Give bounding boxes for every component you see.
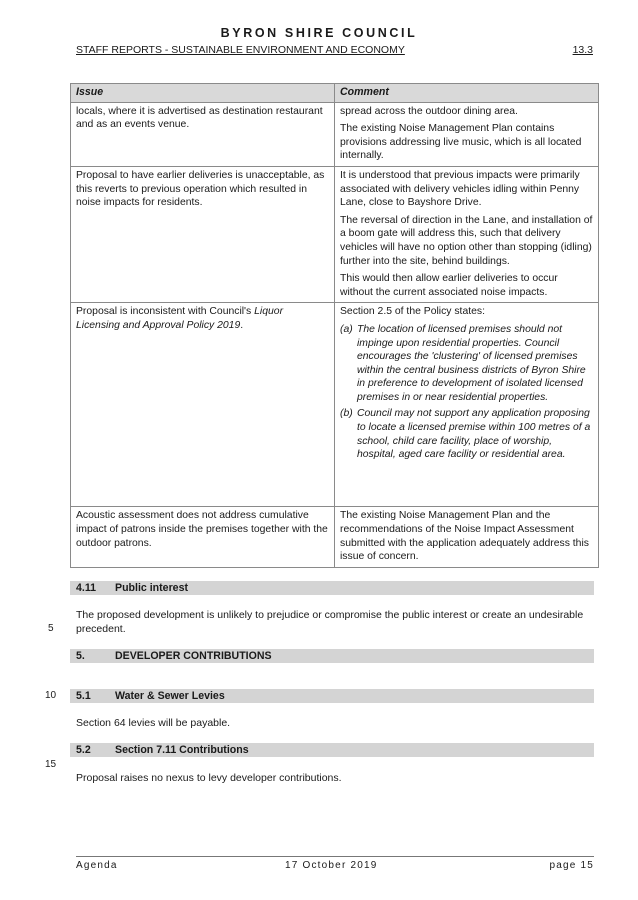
footer-page-number: page 15	[549, 860, 594, 871]
comment-paragraph: spread across the outdoor dining area.	[340, 105, 518, 117]
public-interest-paragraph: The proposed development is unlikely to prejudice or compromise the public interest or create an undesirable precedent.	[76, 609, 584, 635]
clause-text: The location of licensed premises should not impinge upon residential properties. Council encourages the 'clustering' of licensed premises within the central business districts of Byron Shire in preference to development of isolated licensed premises in or near residential properties.	[357, 323, 586, 403]
table-row	[71, 507, 599, 567]
line-number-15: 15	[45, 759, 57, 770]
comment-cell	[335, 102, 599, 166]
issue-cell: Proposal to have earlier deliveries is unacceptable, as this reverts to previous operation which resulted in noise impacts for residents.	[71, 166, 335, 302]
report-subheading: STAFF REPORTS - SUSTAINABLE ENVIRONMENT AND ECONOMY	[76, 44, 405, 56]
section-number: 5.	[76, 650, 85, 662]
issue-cell: locals, where it is advertised as destination restaurant and as an events venue.	[71, 102, 335, 166]
section-number: 5.2	[76, 744, 91, 756]
line-number-10: 10	[45, 690, 57, 701]
section-heading-5	[70, 649, 594, 663]
table-row	[71, 102, 599, 166]
section-heading-5-1	[70, 689, 594, 703]
column-header-comment: Comment	[335, 84, 599, 103]
comment-cell	[335, 303, 599, 507]
policy-clause-b	[340, 407, 593, 461]
line-number-5: 5	[48, 623, 54, 634]
column-header-issue: Issue	[71, 84, 335, 103]
table-row	[71, 166, 599, 302]
comment-paragraph: The reversal of direction in the Lane, and installation of a boom gate will address this, such that delivery vehicles will have no option other than stopping (idling) further into the site, behind buildings.	[340, 214, 593, 267]
section-title: DEVELOPER CONTRIBUTIONS	[115, 650, 272, 662]
policy-name: Liquor Licensing and Approval Policy 2019	[76, 306, 284, 331]
comment-paragraph: It is understood that previous impacts were primarily associated with delivery vehicles idling within Penny Lane, close to Bayshore Drive.	[340, 169, 580, 209]
policy-clause-a	[340, 323, 593, 405]
water-sewer-paragraph: Section 64 levies will be payable.	[76, 717, 231, 729]
comment-paragraph: The existing Noise Management Plan and the recommendations of the Noise Impact Assessment submitted with the application adequately address this issue of concern.	[340, 510, 589, 563]
issue-text-end: .	[240, 319, 244, 331]
contributions-paragraph: Proposal raises no nexus to levy developer contributions.	[76, 772, 342, 784]
footer-date: 17 October 2019	[285, 860, 378, 871]
table-row	[71, 303, 599, 507]
section-number: 5.1	[76, 690, 91, 702]
section-title: Section 7.11 Contributions	[115, 744, 249, 756]
council-name: BYRON SHIRE COUNCIL	[220, 26, 418, 40]
clause-text: Council may not support any application proposing to locate a licensed premise within 100 metres of a school, child care facility, place of worship, hospital, aged care facility or residential area.	[357, 408, 591, 461]
report-number: 13.3	[572, 44, 593, 56]
comment-paragraph: Section 2.5 of the Policy states:	[340, 306, 485, 318]
table-header-row	[71, 84, 599, 103]
footer-rule	[76, 856, 594, 857]
section-number: 4.11	[76, 582, 97, 594]
comment-paragraph: This would then allow earlier deliveries to occur without the current associated noise impacts.	[340, 273, 558, 298]
comment-cell	[335, 507, 599, 567]
comment-cell	[335, 166, 599, 302]
section-heading-5-2	[70, 743, 594, 757]
section-heading-4-11	[70, 581, 594, 595]
issue-cell	[71, 303, 335, 507]
issue-cell: Acoustic assessment does not address cumulative impact of patrons inside the premises together with the outdoor patrons.	[71, 507, 335, 567]
section-title: Water & Sewer Levies	[115, 690, 225, 702]
footer-agenda: Agenda	[76, 860, 118, 871]
section-title: Public interest	[115, 582, 188, 594]
comment-paragraph: The existing Noise Management Plan contains provisions addressing live music, which is all located internally.	[340, 123, 582, 162]
clause-marker: (b)	[340, 408, 353, 420]
issue-text: Proposal is inconsistent with Council's	[76, 306, 255, 318]
issues-table	[70, 83, 599, 568]
clause-marker: (a)	[340, 323, 353, 335]
